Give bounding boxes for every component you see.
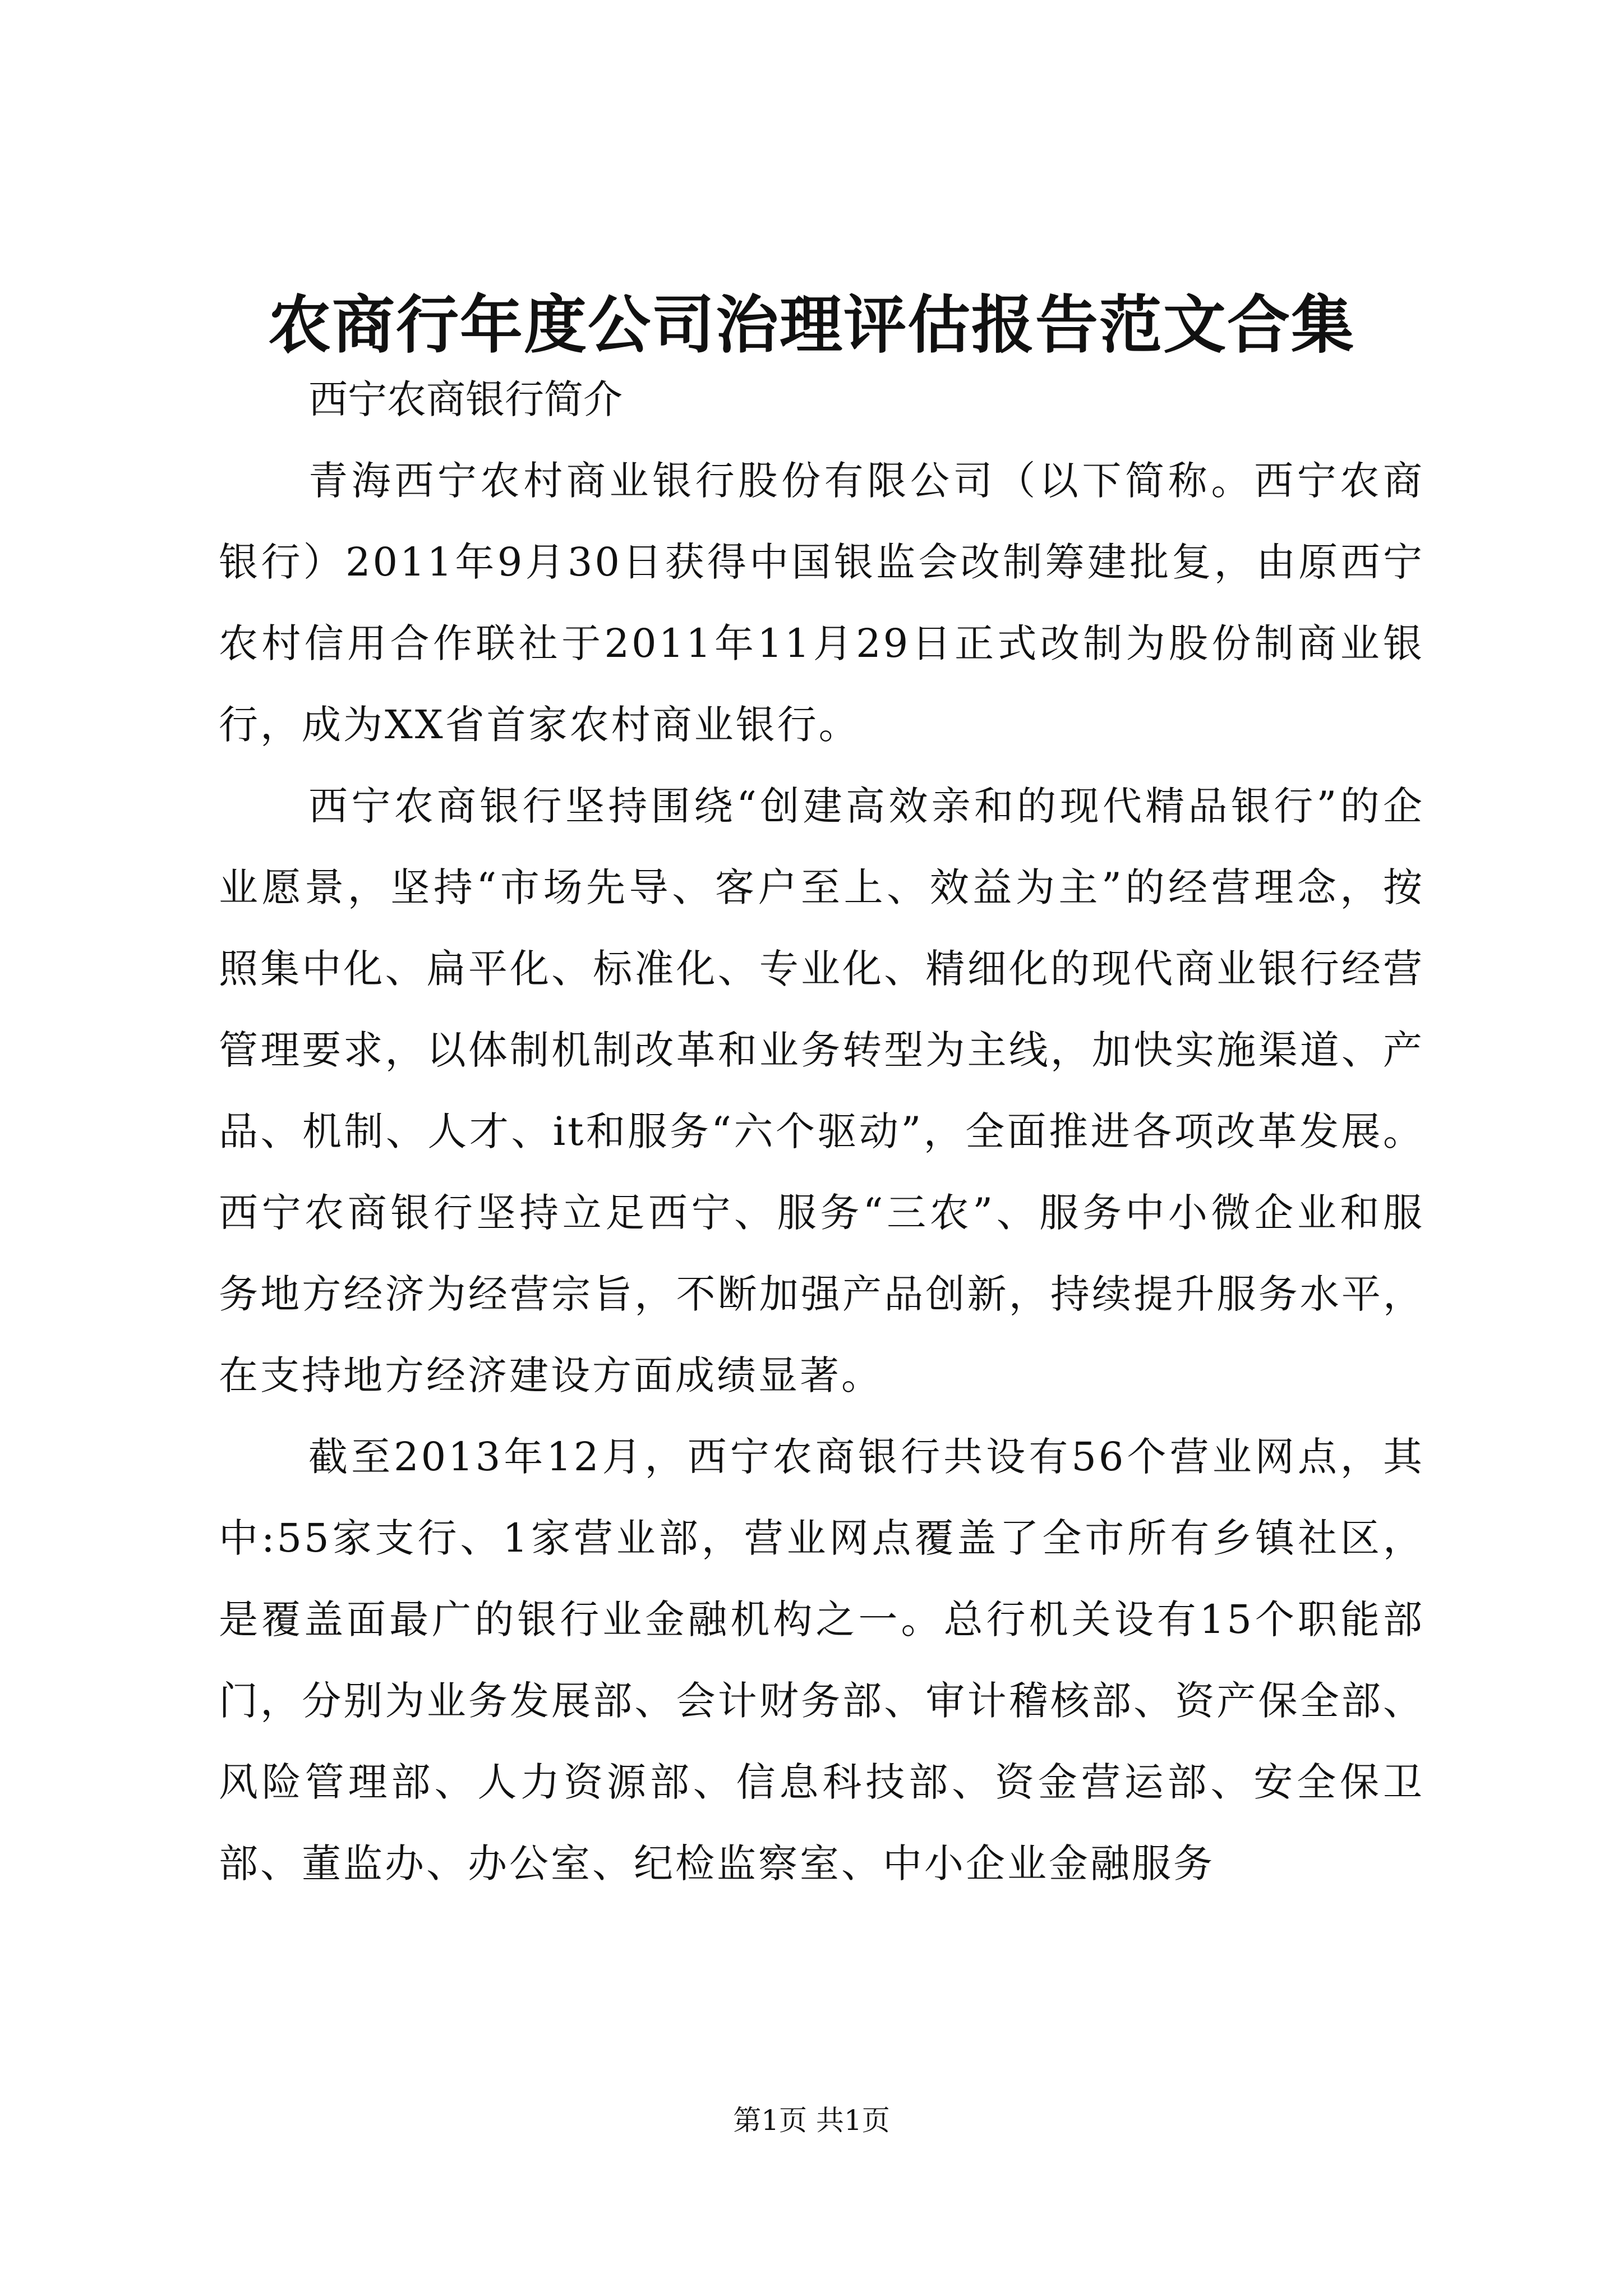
paragraph-vision: 西宁农商银行坚持围绕“创建高效亲和的现代精品银行”的企业愿景，坚持“市场先导、客户至上、效益为主”的经营理念，按照集中化、扁平化、标准化、专业化、精细化的现代商业银行经营管理要求，以体制机制改革和业务转型为主线，加快实施渠道、产品、机制、人才、it和服务“六个驱动”，全面推进各项改革发展。西宁农商银行坚持立足西宁、服务“三农”、服务中小微企业和服务地方经济为经营宗旨，不断加强产品创新，持续提升服务水平，在支持地方经济建设方面成绩显著。 [219, 783, 1424, 1398]
document-title: 农商行年度公司治理评估报告范文合集 [268, 288, 1355, 362]
section-subheading: 西宁农商银行简介 [308, 376, 623, 422]
document-body [219, 359, 1424, 1904]
paragraph-branches: 截至2013年12月，西宁农商银行共设有56个营业网点，其中:55家支行、1家营业部，营业网点覆盖了全市所有乡镇社区，是覆盖面最广的银行业金融机构之一。总行机关设有15个职能部门，分别为业务发展部、会计财务部、审计稽核部、资产保全部、风险管理部、人力资源部、信息科技部、资金营运部、安全保卫部、董监办、办公室、纪检监察室、中小企业金融服务 [219, 1434, 1424, 1887]
page-footer: 第1页 共1页 [733, 2104, 890, 2137]
paragraph-intro: 青海西宁农村商业银行股份有限公司（以下简称。西宁农商银行）2011年9月30日获得中国银监会改制筹建批复，由原西宁农村信用合作联社于2011年11月29日正式改制为股份制商业银行，成为XX省首家农村商业银行。 [219, 458, 1424, 748]
